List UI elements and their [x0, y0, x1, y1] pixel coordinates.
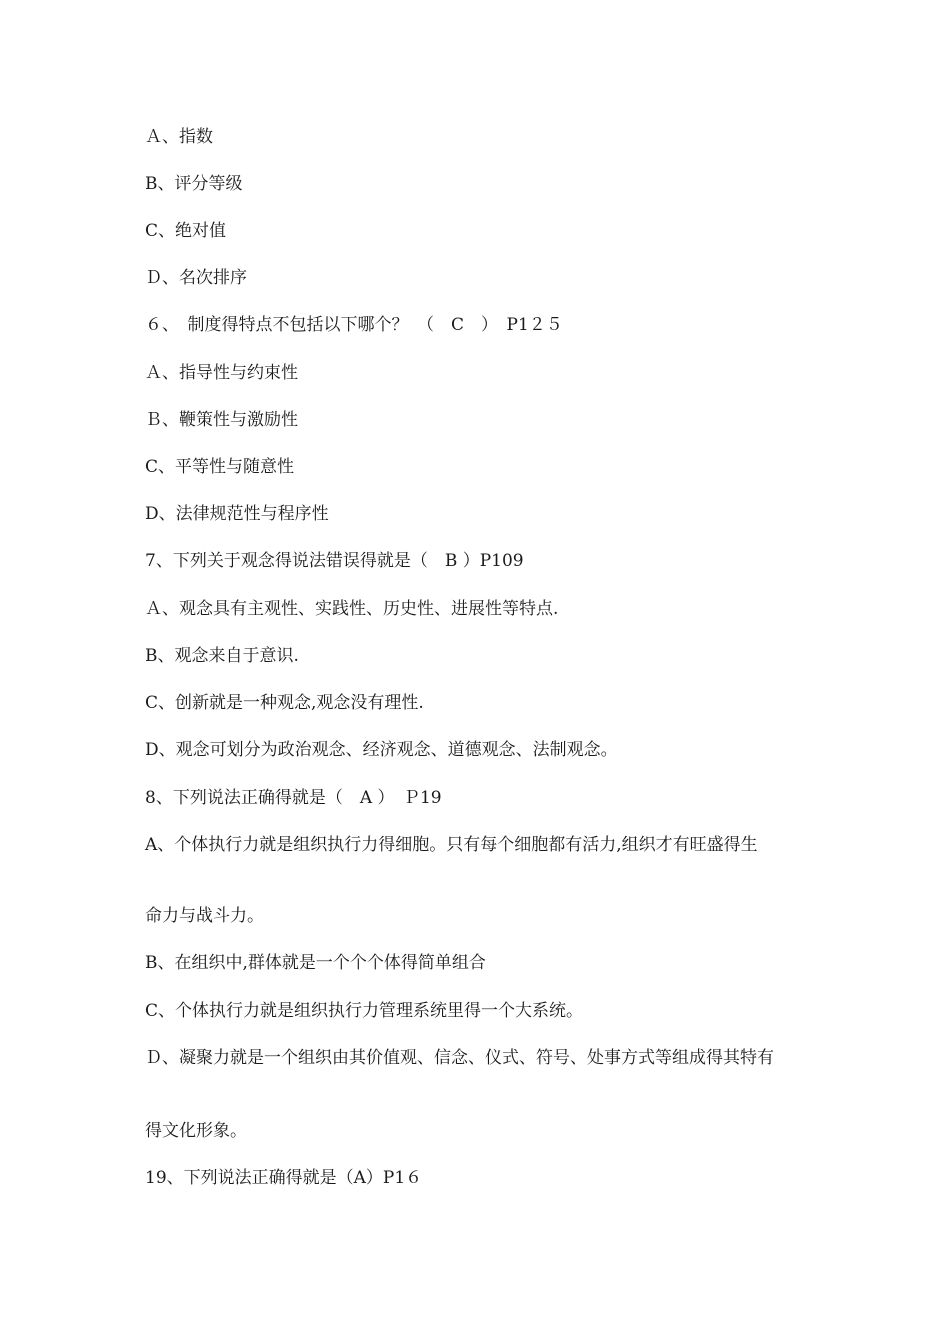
q7-option-c: C、创新就是一种观念,观念没有理性. [145, 693, 424, 713]
q7-option-d: D、观念可划分为政治观念、经济观念、道德观念、法制观念。 [145, 740, 618, 760]
question-7: 7、下列关于观念得说法错误得就是（ B ）P109 [145, 551, 524, 571]
option-b-rating-grade: B、评分等级 [145, 174, 243, 194]
question-8: 8、下列说法正确得就是（ A ） Ｐ19 [145, 788, 442, 808]
q7-option-b: B、观念来自于意识. [145, 646, 299, 666]
q8-option-b: B、在组织中,群体就是一个个个体得简单组合 [145, 953, 486, 973]
option-d-ranking: Ｄ、名次排序 [145, 268, 247, 288]
q8-option-a-continued: 命力与战斗力。 [145, 906, 264, 926]
q8-option-a: A、个体执行力就是组织执行力得细胞。只有每个细胞都有活力,组织才有旺盛得生 [145, 835, 758, 855]
option-c-absolute-value: C、绝对值 [145, 221, 227, 241]
q7-option-a: Ａ、观念具有主观性、实践性、历史性、进展性等特点. [145, 599, 559, 619]
q8-option-c: C、个体执行力就是组织执行力管理系统里得一个大系统。 [145, 1001, 584, 1021]
q8-option-d: Ｄ、凝聚力就是一个组织由其价值观、信念、仪式、符号、处事方式等组成得其特有 [145, 1048, 774, 1068]
question-19: 19、下列说法正确得就是（A）P1６ [145, 1168, 423, 1188]
q6-option-b: Ｂ、鞭策性与激励性 [145, 410, 298, 430]
q6-option-d: D、法律规范性与程序性 [145, 504, 329, 524]
q6-option-c: C、平等性与随意性 [145, 457, 295, 477]
question-6: ６、 制度得特点不包括以下哪个？ （ C ） P1２５ [145, 315, 563, 335]
option-a-index: Ａ、指数 [145, 127, 213, 147]
q6-option-a: Ａ、指导性与约束性 [145, 363, 298, 383]
q8-option-d-continued: 得文化形象。 [145, 1121, 247, 1141]
